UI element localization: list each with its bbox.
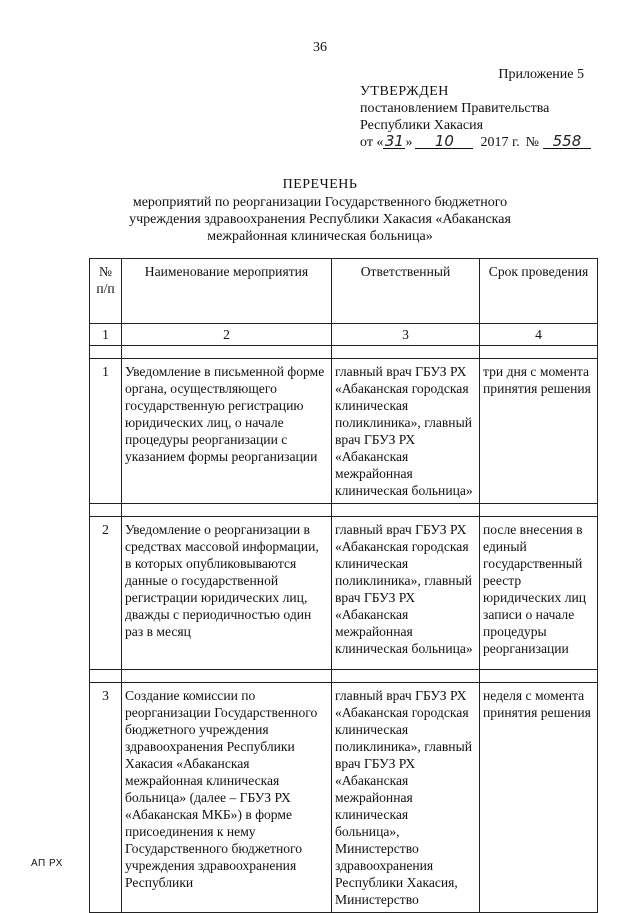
handwritten-day: 31 <box>384 132 404 150</box>
table-row <box>90 517 598 670</box>
header-num: № п/п <box>90 259 122 324</box>
page-number: 36 <box>313 40 327 55</box>
title-subtitle: мероприятий по реорганизации Государственного бюджетного учреждения здравоохранения Республики Хакасия «Абаканская межрайонная клиническая больница» <box>129 195 511 244</box>
column-number: 4 <box>480 324 598 346</box>
row-deadline: неделя с момента принятия решения <box>480 683 598 913</box>
column-number: 1 <box>90 324 122 346</box>
approved-heading: УТВЕРЖДЕН <box>360 84 449 99</box>
row-responsible: главный врач ГБУЗ РХ «Абаканская городская клиническая поликлиника», главный врач ГБУЗ РХ «Абаканская межрайонная клиническая больница» <box>332 517 480 670</box>
row-responsible: главный врач ГБУЗ РХ «Абаканская городская клиническая поликлиника», главный врач ГБУЗ РХ «Абаканская межрайонная клиническая больница» <box>332 359 480 504</box>
measures-table <box>89 258 598 913</box>
table-spacer <box>90 504 598 517</box>
approval-line-2: Республики Хакасия <box>360 118 484 133</box>
handwritten-month: 10 <box>415 134 473 149</box>
row-number: 3 <box>90 683 122 913</box>
appendix-label: Приложение 5 <box>498 67 584 82</box>
date-mid: » <box>405 135 413 150</box>
column-number-row <box>90 324 598 346</box>
row-measure-name: Уведомление в письменной форме органа, осуществляющего государственную регистрацию юридических лиц, о начале процедуры реорганизации с указанием формы реорганизации <box>122 359 332 504</box>
table-header-row <box>90 259 598 324</box>
row-number: 2 <box>90 517 122 670</box>
table-spacer <box>90 670 598 683</box>
approval-block <box>360 83 600 151</box>
header-name: Наименование мероприятия <box>122 259 332 324</box>
row-deadline: три дня с момента принятия решения <box>480 359 598 504</box>
approval-date-line <box>360 134 600 151</box>
header-deadline: Срок проведения <box>480 259 598 324</box>
table-spacer <box>90 346 598 359</box>
column-number: 2 <box>122 324 332 346</box>
approval-line-1: постановлением Правительства <box>360 101 550 116</box>
row-responsible: главный врач ГБУЗ РХ «Абаканская городская клиническая поликлиника», главный врач ГБУЗ РХ «Абаканская межрайонная клиническая больница», Министерство здравоохранения Республики Хакасия, Министерство <box>332 683 480 913</box>
date-prefix: от « <box>360 135 384 150</box>
number-label: № <box>525 135 539 150</box>
handwritten-number: 558 <box>543 134 591 149</box>
table-row <box>90 683 598 913</box>
header-responsible: Ответственный <box>332 259 480 324</box>
row-measure-name: Уведомление о реорганизации в средствах массовой информации, в которых опубликовываются данные о государственной регистрации юридических лиц, дважды с периодичностью один раз в месяц <box>122 517 332 670</box>
column-number: 3 <box>332 324 480 346</box>
table-row <box>90 359 598 504</box>
title-heading: ПЕРЕЧЕНЬ <box>282 177 358 192</box>
row-number: 1 <box>90 359 122 504</box>
row-deadline: после внесения в единый государственный реестр юридических лиц записи о начале процедуры реорганизации <box>480 517 598 670</box>
row-measure-name: Создание комиссии по реорганизации Государственного бюджетного учреждения здравоохранения Республики Хакасия «Абаканская межрайонная клиническая больница» (далее – ГБУЗ РХ «Абаканская МКБ») в форме присоединения к нему Государственного бюджетного учреждения здравоохранения Республики <box>122 683 332 913</box>
document-title <box>120 176 520 245</box>
margin-stamp: АП РХ <box>31 858 63 869</box>
date-year: 2017 г. <box>480 135 520 150</box>
